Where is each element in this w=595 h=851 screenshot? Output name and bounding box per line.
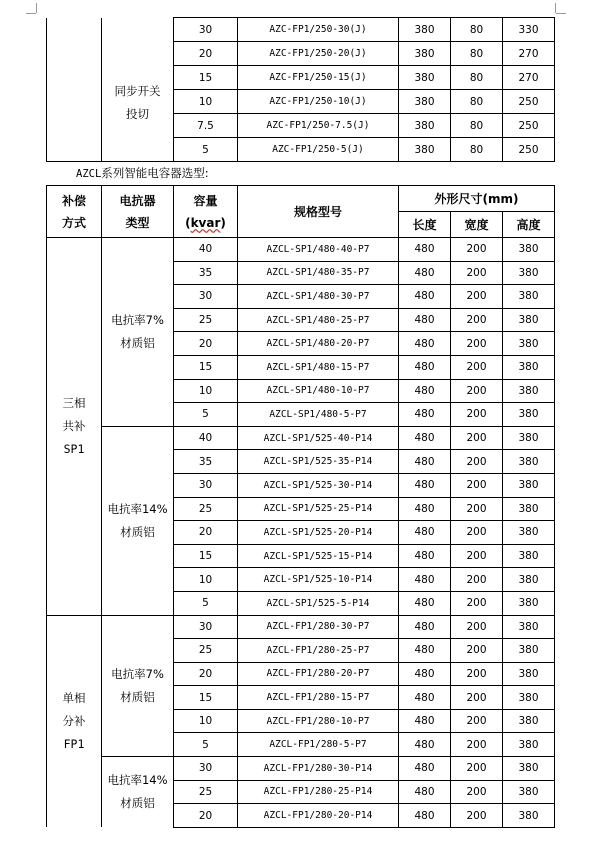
model-cell: AZC-FP1/250-15(J) — [238, 66, 399, 90]
length-cell: 480 — [399, 662, 451, 686]
header-comp-mode-line1: 补偿 — [61, 193, 86, 208]
model-cell: AZCL-SP1/525-20-P14 — [238, 521, 399, 545]
reactor-line1: 电抗率14% — [107, 501, 168, 516]
comp-mode-line1: 单相 — [62, 690, 86, 705]
comp-mode-line3: SP1 — [63, 441, 85, 456]
length-cell: 480 — [399, 403, 451, 427]
height-cell: 380 — [503, 568, 555, 592]
length-cell: 480 — [399, 639, 451, 663]
capacity-cell: 15 — [174, 686, 238, 710]
table-row — [47, 238, 555, 262]
capacity-cell: 40 — [174, 238, 238, 262]
width-cell: 200 — [451, 757, 503, 781]
sync-switch-table — [46, 17, 555, 162]
length-cell: 380 — [399, 42, 451, 66]
model-cell: AZC-FP1/250-30(J) — [238, 18, 399, 42]
height-cell: 270 — [503, 66, 555, 90]
capacity-cell: 25 — [174, 780, 238, 804]
model-cell: AZCL-SP1/525-40-P14 — [238, 426, 399, 450]
height-cell: 380 — [503, 426, 555, 450]
height-cell: 380 — [503, 450, 555, 474]
capacity-cell: 30 — [174, 473, 238, 497]
model-cell: AZCL-FP1/280-20-P14 — [238, 804, 399, 828]
table-row — [47, 426, 555, 450]
height-cell: 380 — [503, 686, 555, 710]
width-cell: 200 — [451, 709, 503, 733]
length-cell: 480 — [399, 238, 451, 262]
header-capacity — [174, 186, 238, 238]
height-cell: 380 — [503, 615, 555, 639]
table-row — [47, 615, 555, 639]
header-reactor-line1: 电抗器 — [119, 193, 156, 208]
length-cell: 480 — [399, 757, 451, 781]
model-cell: AZCL-FP1/280-30-P14 — [238, 757, 399, 781]
header-capacity-line2 — [174, 212, 237, 234]
reactor-line1: 电抗率7% — [111, 312, 164, 327]
height-cell: 380 — [503, 639, 555, 663]
model-cell: AZCL-FP1/280-15-P7 — [238, 686, 399, 710]
length-cell: 480 — [399, 261, 451, 285]
width-cell: 200 — [451, 662, 503, 686]
height-cell: 250 — [503, 90, 555, 114]
height-cell: 250 — [503, 114, 555, 138]
header-reactor-line2: 类型 — [125, 215, 150, 230]
width-cell: 200 — [451, 804, 503, 828]
width-cell: 200 — [451, 450, 503, 474]
length-cell: 480 — [399, 615, 451, 639]
model-cell: AZCL-SP1/525-10-P14 — [238, 568, 399, 592]
height-cell: 380 — [503, 285, 555, 309]
reactor-line1: 电抗率14% — [107, 773, 168, 788]
width-cell: 80 — [451, 42, 503, 66]
model-cell: AZCL-SP1/525-35-P14 — [238, 450, 399, 474]
header-dims: 外形尺寸(mm) — [399, 186, 555, 212]
width-cell: 200 — [451, 639, 503, 663]
reactor-type-cell — [102, 615, 174, 757]
length-cell: 380 — [399, 138, 451, 162]
capacity-cell: 15 — [174, 544, 238, 568]
height-cell: 380 — [503, 238, 555, 262]
crop-mark-top-left-h — [26, 13, 36, 14]
capacity-cell: 20 — [174, 662, 238, 686]
height-cell: 380 — [503, 261, 555, 285]
height-cell: 380 — [503, 521, 555, 545]
width-cell: 200 — [451, 379, 503, 403]
comp-mode-line1: 三相 — [62, 395, 86, 410]
width-cell: 200 — [451, 403, 503, 427]
width-cell: 200 — [451, 591, 503, 615]
model-cell: AZCL-SP1/480-30-P7 — [238, 285, 399, 309]
width-cell: 80 — [451, 66, 503, 90]
height-cell: 380 — [503, 544, 555, 568]
capacity-cell: 10 — [174, 709, 238, 733]
model-cell: AZCL-SP1/480-10-P7 — [238, 379, 399, 403]
width-cell: 200 — [451, 497, 503, 521]
width-cell: 80 — [451, 138, 503, 162]
comp-mode-cell — [47, 238, 102, 616]
group-label-line2: 投切 — [126, 107, 149, 122]
capacity-cell: 25 — [174, 497, 238, 521]
length-cell: 480 — [399, 450, 451, 474]
header-width: 宽度 — [451, 212, 503, 238]
model-cell: AZCL-FP1/280-20-P7 — [238, 662, 399, 686]
comp-mode-cell — [47, 615, 102, 827]
reactor-type-cell — [102, 757, 174, 828]
capacity-cell: 10 — [174, 568, 238, 592]
length-cell: 480 — [399, 332, 451, 356]
header-length: 长度 — [399, 212, 451, 238]
height-cell: 380 — [503, 308, 555, 332]
length-cell: 480 — [399, 285, 451, 309]
capacity-cell: 30 — [174, 285, 238, 309]
height-cell: 380 — [503, 780, 555, 804]
height-cell: 380 — [503, 497, 555, 521]
reactor-line2: 材质铝 — [120, 524, 155, 539]
caption-text: 系列智能电容器选型: — [101, 166, 209, 180]
comp-mode-line3: FP1 — [63, 736, 85, 751]
capacity-cell: 5 — [174, 733, 238, 757]
crop-mark-top-left-v — [36, 3, 37, 13]
header-comp-mode — [47, 186, 102, 238]
capacity-cell: 35 — [174, 261, 238, 285]
capacity-cell: 5 — [174, 403, 238, 427]
width-cell: 200 — [451, 544, 503, 568]
model-cell: AZCL-SP1/525-30-P14 — [238, 473, 399, 497]
capacity-cell: 40 — [174, 426, 238, 450]
model-cell: AZCL-FP1/280-25-P7 — [238, 639, 399, 663]
sync-switch-group-cell — [102, 18, 174, 162]
header-capacity-open: ( — [185, 215, 191, 230]
width-cell: 200 — [451, 238, 503, 262]
table-row — [47, 18, 555, 42]
width-cell: 200 — [451, 355, 503, 379]
capacity-cell: 30 — [174, 18, 238, 42]
model-cell: AZCL-SP1/480-25-P7 — [238, 308, 399, 332]
header-model: 规格型号 — [238, 186, 399, 238]
width-cell: 200 — [451, 426, 503, 450]
width-cell: 200 — [451, 780, 503, 804]
capacity-cell: 15 — [174, 66, 238, 90]
reactor-line2: 材质铝 — [120, 689, 155, 704]
length-cell: 480 — [399, 709, 451, 733]
width-cell: 200 — [451, 285, 503, 309]
crop-mark-top-right-h — [556, 13, 566, 14]
model-cell: AZC-FP1/250-7.5(J) — [238, 114, 399, 138]
width-cell: 80 — [451, 114, 503, 138]
height-cell: 380 — [503, 804, 555, 828]
crop-mark-top-right-v — [555, 3, 556, 13]
series-caption — [76, 165, 209, 181]
model-cell: AZCL-FP1/280-5-P7 — [238, 733, 399, 757]
capacity-cell: 15 — [174, 355, 238, 379]
length-cell: 480 — [399, 521, 451, 545]
height-cell: 380 — [503, 757, 555, 781]
height-cell: 380 — [503, 662, 555, 686]
model-cell: AZCL-SP1/480-40-P7 — [238, 238, 399, 262]
length-cell: 480 — [399, 426, 451, 450]
capacity-cell: 30 — [174, 757, 238, 781]
model-cell: AZCL-SP1/480-20-P7 — [238, 332, 399, 356]
length-cell: 480 — [399, 568, 451, 592]
reactor-type-cell — [102, 426, 174, 615]
reactor-line1: 电抗率7% — [111, 666, 164, 681]
height-cell: 380 — [503, 379, 555, 403]
height-cell: 380 — [503, 332, 555, 356]
capacity-cell: 20 — [174, 332, 238, 356]
capacity-cell: 20 — [174, 804, 238, 828]
caption-prefix: AZCL — [76, 168, 102, 180]
length-cell: 480 — [399, 733, 451, 757]
capacity-cell: 20 — [174, 42, 238, 66]
model-cell: AZCL-FP1/280-25-P14 — [238, 780, 399, 804]
height-cell: 250 — [503, 138, 555, 162]
comp-mode-line2: 共补 — [62, 418, 86, 433]
capacity-cell: 25 — [174, 308, 238, 332]
width-cell: 200 — [451, 261, 503, 285]
width-cell: 80 — [451, 18, 503, 42]
capacity-cell: 5 — [174, 138, 238, 162]
width-cell: 200 — [451, 733, 503, 757]
model-cell: AZCL-SP1/480-35-P7 — [238, 261, 399, 285]
reactor-line2: 材质铝 — [120, 335, 155, 350]
capacity-cell: 10 — [174, 379, 238, 403]
model-cell: AZC-FP1/250-5(J) — [238, 138, 399, 162]
header-comp-mode-line2: 方式 — [61, 215, 86, 230]
table-row — [47, 757, 555, 781]
length-cell: 480 — [399, 308, 451, 332]
width-cell: 200 — [451, 686, 503, 710]
capacity-cell: 25 — [174, 639, 238, 663]
length-cell: 380 — [399, 66, 451, 90]
height-cell: 380 — [503, 733, 555, 757]
height-cell: 380 — [503, 473, 555, 497]
length-cell: 480 — [399, 473, 451, 497]
capacity-cell: 20 — [174, 521, 238, 545]
model-cell: AZCL-SP1/480-5-P7 — [238, 403, 399, 427]
length-cell: 480 — [399, 780, 451, 804]
height-cell: 380 — [503, 403, 555, 427]
comp-mode-line2: 分补 — [62, 713, 86, 728]
length-cell: 380 — [399, 114, 451, 138]
model-cell: AZCL-SP1/525-25-P14 — [238, 497, 399, 521]
length-cell: 380 — [399, 18, 451, 42]
capacity-cell: 5 — [174, 591, 238, 615]
width-cell: 200 — [451, 615, 503, 639]
width-cell: 200 — [451, 521, 503, 545]
width-cell: 200 — [451, 332, 503, 356]
header-height: 高度 — [503, 212, 555, 238]
header-capacity-close: ) — [220, 215, 226, 230]
width-cell: 200 — [451, 308, 503, 332]
capacity-cell: 35 — [174, 450, 238, 474]
length-cell: 480 — [399, 591, 451, 615]
width-cell: 80 — [451, 90, 503, 114]
height-cell: 380 — [503, 709, 555, 733]
model-cell: AZCL-SP1/525-15-P14 — [238, 544, 399, 568]
model-cell: AZC-FP1/250-20(J) — [238, 42, 399, 66]
length-cell: 480 — [399, 355, 451, 379]
reactor-type-cell — [102, 238, 174, 427]
capacitor-selection-table — [46, 185, 555, 828]
header-capacity-line1: 容量 — [193, 193, 218, 208]
capacity-cell: 7.5 — [174, 114, 238, 138]
reactor-line2: 材质铝 — [120, 796, 155, 811]
height-cell: 330 — [503, 18, 555, 42]
model-cell: AZCL-FP1/280-30-P7 — [238, 615, 399, 639]
length-cell: 480 — [399, 686, 451, 710]
header-reactor — [102, 186, 174, 238]
height-cell: 380 — [503, 355, 555, 379]
height-cell: 270 — [503, 42, 555, 66]
length-cell: 480 — [399, 544, 451, 568]
model-cell: AZCL-FP1/280-10-P7 — [238, 709, 399, 733]
group-label-line1: 同步开关 — [114, 84, 161, 99]
model-cell: AZCL-SP1/525-5-P14 — [238, 591, 399, 615]
width-cell: 200 — [451, 568, 503, 592]
header-capacity-unit: kvar — [190, 215, 221, 230]
continued-mode-cell — [47, 18, 102, 162]
width-cell: 200 — [451, 473, 503, 497]
length-cell: 480 — [399, 497, 451, 521]
capacity-cell: 30 — [174, 615, 238, 639]
model-cell: AZCL-SP1/480-15-P7 — [238, 355, 399, 379]
length-cell: 480 — [399, 804, 451, 828]
length-cell: 480 — [399, 379, 451, 403]
model-cell: AZC-FP1/250-10(J) — [238, 90, 399, 114]
capacity-cell: 10 — [174, 90, 238, 114]
height-cell: 380 — [503, 591, 555, 615]
length-cell: 380 — [399, 90, 451, 114]
